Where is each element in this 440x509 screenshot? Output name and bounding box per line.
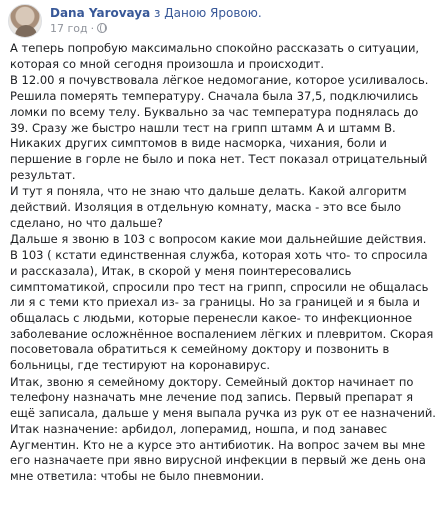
post-header: [0, 0, 440, 42]
globe-icon[interactable]: [97, 23, 107, 33]
post-paragraph: А теперь попробую максимально спокойно рассказать о ситуации, которая со мной сегодня произошла и происходит.: [10, 41, 420, 71]
author-name-link[interactable]: Dana Yarovaya: [50, 6, 151, 20]
tagged-with-link[interactable]: з Даною Яровою.: [154, 6, 262, 20]
post-meta: [50, 22, 107, 36]
post-paragraph: И тут я поняла, что не знаю что дальше делать. Какой алгоритм действий. Изоляция в отдельную комнату, маска - это все было сделано, но что дальше?: [10, 184, 407, 230]
separator-dot: ·: [90, 22, 95, 35]
post-body: [10, 41, 436, 486]
post-paragraph: Дальше я звоню в 103 с вопросом какие мои дальнейшие действия. В 103 ( кстати единственная служба, которая хоть что- то спросила и рассказала), Итак, в скорой у меня поинтересовались симптоматикой, спросили про тест на грипп, спросили не общалась ли я с теми кто приехал из- за границы. Но за границей и я была и общалась с людьми, которые перенесли какое- то инфекционное заболевание осложнённое воспалением лёгких и плевритом. Скорая посоветовала обратиться к семейному доктору и позвонить в больницы, где тестируют на коронавирус.: [10, 232, 434, 373]
post-paragraph: Итак, звоню я семейному доктору. Семейный доктор начинает по телефону назначать мне лечение под запись. Первый препарат я ещё записала, дальше у меня выпала ручка из рук от ее назначений. Итак назначение: арбидол, лоперамид, ношпа, и под занавес Аугментин. Кто не а курсе это антибиотик. На вопрос зачем вы мне его назначаете при явно вирусной инфекции в первый же день она мне ответила: чтобы не было пневмонии.: [10, 374, 436, 483]
author-line: [50, 6, 262, 20]
avatar[interactable]: [8, 4, 42, 38]
post-paragraph: В 12.00 я почувствовала лёгкое недомогание, которое усиливалось. Решила померять температуру. Сначала была 37,5, подключились ломки по всему телу. Буквально за час температура поднялась до 39. Сразу же быстро нашли тест на грипп штамм А и штамм В. Никаких других симптомов в виде насморка, чихания, боли и першение в горле не было и пока нет. Тест показал отрицательный результат.: [10, 73, 429, 182]
post-timestamp[interactable]: 17 год: [50, 22, 88, 35]
